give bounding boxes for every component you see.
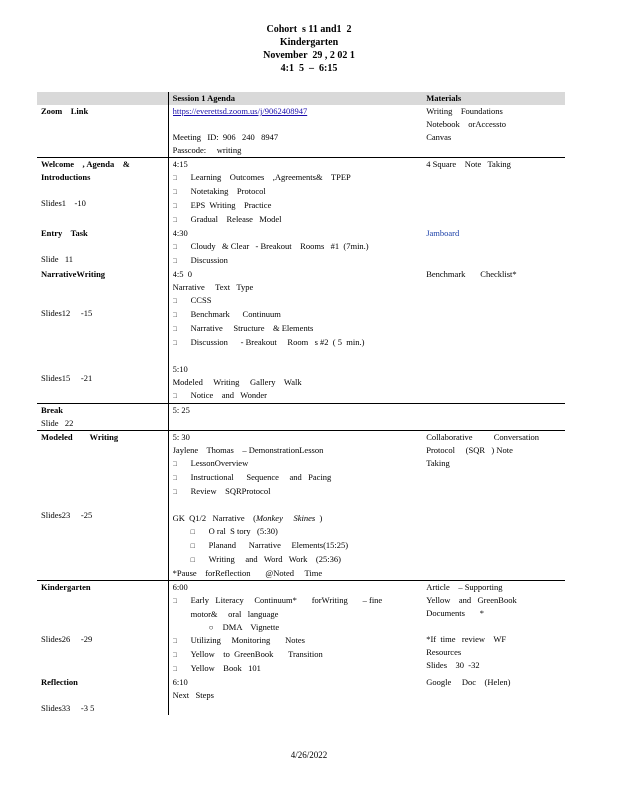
narrative-item: □ Benchmark Continuum	[173, 308, 419, 322]
passcode: Passcode: writing	[172, 145, 242, 155]
gk-suffix: )	[315, 513, 323, 523]
modeled-title: Modeled Writing	[41, 432, 119, 442]
modeled-material: Taking	[426, 458, 450, 468]
narrative-slides-b: Slides15 -21	[41, 373, 93, 383]
footer-date: 4/26/2022	[290, 750, 328, 760]
materials-header: Materials	[422, 92, 565, 105]
kinder-title: Kindergarten	[41, 582, 91, 592]
welcome-item: □ Learning Outcomes ,Agreements& TPEP	[173, 171, 419, 185]
zoom-material-2: Notebook orAccessto	[426, 119, 507, 129]
kinder-item: □ Yellow to GreenBook Transition	[173, 648, 419, 662]
modeled-writing-row	[37, 431, 565, 581]
narrative-item: □ Narrative Structure & Elements	[173, 322, 419, 336]
session-header: Session 1 Agenda	[168, 92, 422, 105]
entry-task-row	[37, 227, 565, 268]
narrative-item: □ CCSS	[173, 294, 419, 308]
gk-sub-item: □ Planand Narrative Elements(15:25)	[173, 539, 419, 553]
kinder-material: Yellow and GreenBook	[426, 595, 517, 605]
narrative-slides-a: Slides12 -15	[41, 308, 93, 318]
welcome-item: □ EPS Writing Practice	[173, 199, 419, 213]
break-slides: Slide 22	[41, 418, 74, 428]
reflection-next: Next Steps	[172, 690, 214, 700]
header-time: 4:1 5 – 6:15	[280, 63, 338, 74]
kinder-material: Slides 30 -32	[426, 660, 480, 670]
document-header	[0, 23, 618, 75]
kinder-time: 6:00	[172, 582, 188, 592]
modeled-material: Collaborative Conversation	[426, 432, 540, 442]
kinder-material: *If time review WF	[426, 634, 507, 644]
modeled-slides: Slides23 -25	[41, 510, 93, 520]
reflection-row	[37, 676, 565, 715]
kinder-material: Documents *	[426, 608, 485, 618]
kinder-material: Article – Supporting	[426, 582, 503, 592]
gk-sub-item: □ O ral S tory (5:30)	[173, 525, 419, 539]
gk-lesson	[173, 512, 419, 525]
header-grade: Kindergarten	[279, 37, 339, 48]
kinder-item-cont: motor& oral language	[190, 609, 279, 619]
entry-task-item: □ Discussion	[173, 254, 419, 268]
modeled-time: 5: 30	[172, 432, 190, 442]
narrative-time-a: 4:5 0	[172, 269, 192, 279]
welcome-row	[37, 158, 565, 228]
gk-sub-item: □ Writing and Word Work (25:36)	[173, 553, 419, 567]
entry-task-slides: Slide 11	[41, 254, 74, 264]
narrative-title: NarrativeWriting	[41, 269, 106, 279]
narrative-label-a: Narrative Text Type	[172, 282, 254, 292]
header-cohort: Cohort s 11 and1 2	[266, 24, 352, 35]
narrative-row	[37, 268, 565, 404]
welcome-slides: Slides1 -10	[41, 198, 86, 208]
agenda-table	[37, 92, 565, 715]
modeled-item: □ LessonOverview	[173, 457, 419, 471]
reflection-material: Google Doc (Helen)	[426, 677, 511, 687]
welcome-title: Welcome , Agenda &	[41, 159, 130, 169]
zoom-material-1: Writing Foundations	[426, 106, 503, 116]
modeled-item: □ Review SQRProtocol	[173, 485, 419, 499]
narrative-item: □ Notice and Wonder	[173, 389, 419, 403]
narrative-item: □ Discussion - Breakout Room s #2 ( 5 min.)	[173, 336, 419, 350]
welcome-item: □ Notetaking Protocol	[173, 185, 419, 199]
zoom-material-3: Canvas	[426, 132, 452, 142]
narrative-time-b: 5:10	[172, 364, 188, 374]
kinder-item: □ Yellow Book 101	[173, 662, 419, 676]
modeled-item: □ Instructional Sequence and Pacing	[173, 471, 419, 485]
break-time: 5: 25	[172, 405, 190, 415]
header-date: November 29 , 2 02 1	[263, 50, 355, 61]
break-row	[37, 404, 565, 431]
kinder-item: □ Utilizing Monitoring Notes	[173, 634, 419, 648]
welcome-item: □ Gradual Release Model	[173, 213, 419, 227]
break-title: Break	[41, 405, 64, 415]
entry-task-title: Entry Task	[41, 228, 88, 238]
welcome-time: 4:15	[172, 159, 188, 169]
reflection-slides: Slides33 -3 5	[41, 703, 95, 713]
reflection-title: Reflection	[41, 677, 78, 687]
narrative-label-b: Modeled Writing Gallery Walk	[172, 377, 302, 387]
entry-task-time: 4:30	[172, 228, 188, 238]
zoom-title: Zoom Link	[41, 106, 89, 116]
reflection-time: 6:10	[172, 677, 188, 687]
entry-task-item: □ Cloudy & Clear - Breakout Rooms #1 (7min.)	[173, 240, 419, 254]
kinder-item: □ Early Literacy Continuum* forWriting – fine	[173, 594, 419, 608]
kinder-material: Resources	[426, 647, 462, 657]
zoom-row	[37, 105, 565, 158]
narrative-material: Benchmark Checklist*	[426, 269, 517, 279]
zoom-link[interactable]: https://everettsd.zoom.us/j/9062408947	[172, 106, 308, 116]
table-header-row	[37, 92, 565, 105]
modeled-presenter: Jaylene Thomas – DemonstrationLesson	[172, 445, 324, 455]
gk-book-title: Monkey Skines	[255, 513, 316, 523]
meeting-id: Meeting ID: 906 240 8947	[172, 132, 279, 142]
kindergarten-row	[37, 581, 565, 677]
modeled-material: Protocol (SQR ) Note	[426, 445, 513, 455]
welcome-material: 4 Square Note Taking	[426, 159, 511, 169]
kinder-slides: Slides26 -29	[41, 634, 93, 644]
welcome-title-2: Introductions	[41, 172, 91, 182]
jamboard-link[interactable]: Jamboard	[426, 228, 460, 238]
gk-prefix: GK Q1/2 Narrative (	[172, 513, 256, 523]
pause-note: *Pause forReflection @Noted Time	[172, 568, 323, 578]
kinder-circle-item: ○ DMA Vignette	[173, 621, 419, 634]
